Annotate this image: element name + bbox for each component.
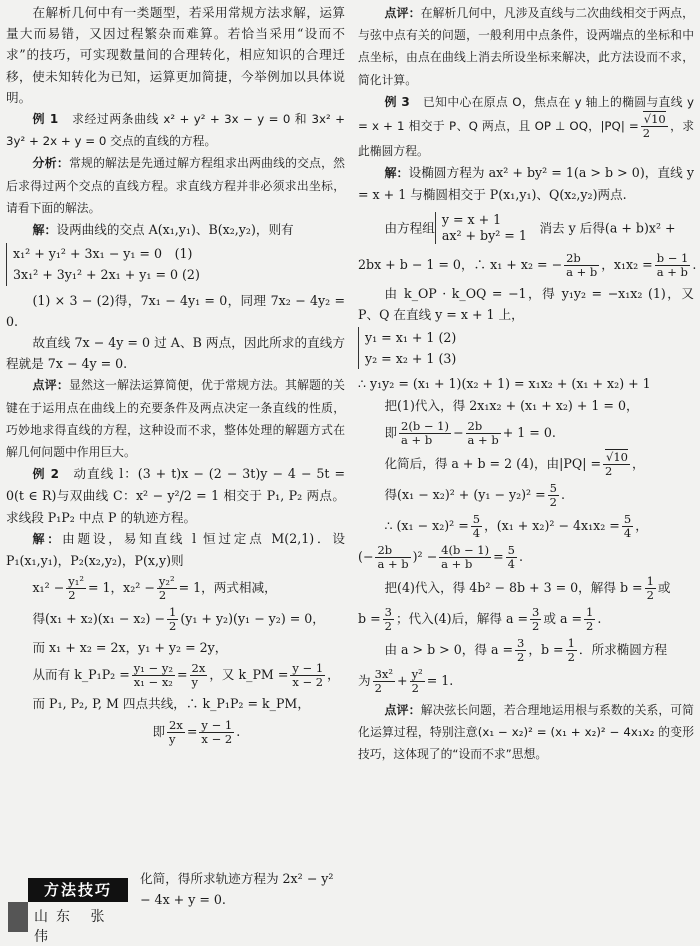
denominator: a + b (467, 432, 499, 447)
fraction (548, 482, 559, 509)
numerator: 2b (375, 544, 410, 558)
numerator: 5 (507, 542, 515, 557)
numerator: 2x (169, 717, 183, 732)
s3-line-7: 得(x₁ − x₂)² + (y₁ − y₂)² = $\frac{5}{2}$ . (384, 480, 566, 509)
fraction (157, 575, 177, 602)
denominator: 2 (586, 618, 594, 633)
numerator: 1 (567, 635, 575, 650)
review-label: 点评： (32, 378, 70, 393)
equation-system-1 (6, 243, 345, 285)
eq-text: 或 a = (543, 610, 583, 626)
denominator: y (169, 731, 176, 746)
review-3-text: 解决弦长问题，若合理地运用根与系数的关系，可简化运算过程，特别注意(x₁ − x₂)² = (x₁ + x₂)² − 4x₁x₂ 的变形技巧，这体现了的“设而不求”思想。 (358, 702, 694, 762)
eq-text: + 1 = 0. (502, 424, 556, 440)
fraction (167, 719, 185, 746)
solution-3-label: 解： (384, 166, 409, 181)
eq-text: 由方程组 (384, 220, 435, 236)
s2-equation-6: 即 $\frac{2x}{y}$ = $\frac{y - 1}{x - 2}$ . (152, 717, 241, 746)
denominator: 4 (507, 556, 515, 571)
fraction (199, 719, 234, 746)
solution-text: 设两曲线的交点 A(x₁,y₁)、B(x₂,y₂)，则有 (56, 222, 294, 238)
example-3-tail: ，求此椭圆方程。 (358, 119, 694, 159)
solution-label: 解： (32, 223, 57, 238)
denominator: 2 (158, 588, 167, 603)
denominator: 2 (68, 588, 76, 603)
numerator: y₂² (158, 574, 175, 589)
left-column (6, 2, 345, 937)
numerator: 2(b − 1) (401, 418, 449, 433)
numerator: 2x (191, 661, 206, 676)
right-column (358, 2, 697, 937)
solution-2 (6, 528, 345, 571)
fraction (471, 513, 482, 540)
denominator: a + b (401, 432, 433, 447)
denominator: 2 (605, 463, 613, 478)
eq-text: = (493, 548, 504, 564)
fraction (167, 606, 178, 633)
eq-text: ，x₁x₂ = (601, 256, 653, 272)
solution-2-label: 解： (32, 531, 63, 546)
eq-text: 消去 y 后得(a + b)x² + (539, 220, 676, 236)
eq-text: ，b = (528, 641, 564, 657)
example-3-text: 已知中心在原点 O，焦点在 y 轴上的椭圆与直线 y = x + 1 相交于 P、Q 两点，且 OP ⊥ OQ，|PQ| = (358, 94, 695, 134)
s3-line-5: 即 $\frac{2(b - 1)}{a + b}$ − $\frac{2b}{a + b}$ + 1 = 0. (384, 418, 556, 447)
example-2-label: 例 2 (32, 467, 59, 482)
numerator: 3 (384, 604, 392, 619)
example-1 (6, 108, 345, 152)
denominator: 2 (374, 680, 382, 695)
example-3 (358, 91, 694, 162)
system-eq-1: x₁² + y₁² + 3x₁ − y₁ = 0 (1) (13, 246, 193, 262)
denominator: 2 (384, 618, 392, 633)
denominator: 4 (623, 525, 632, 540)
example-3-label: 例 3 (384, 94, 410, 109)
numerator (641, 113, 668, 127)
numerator: y² (411, 666, 423, 681)
denominator: x − 2 (292, 675, 324, 690)
fraction (566, 637, 577, 664)
denominator: 2 (517, 649, 525, 664)
eq-text: = 1，x₂² − (87, 580, 155, 596)
eq-text: 由 a > b > 0，得 a = (384, 641, 514, 657)
fraction (373, 668, 395, 695)
example-1-label: 例 1 (32, 112, 59, 127)
review-2-text: 在解析几何中，凡涉及直线与二次曲线相交于两点，与弦中点有关的问题，一般利用中点条件，设两端点的坐标和中点坐标，由点在曲线上消去所设坐标来解决，此方法设而不求，简化计算。 (358, 6, 694, 87)
fraction (506, 544, 517, 571)
numerator: 5 (472, 511, 481, 526)
analysis-text: 常规的解法是先通过解方程组求出两曲线的交点，然后求得过两个交点的直线方程。求直线方程并非必须求出坐标，请看下面的解法。 (6, 156, 345, 215)
denominator: 2 (646, 587, 654, 602)
eq-text: 得(x₁ + x₂)(x₁ − x₂) − (32, 611, 165, 627)
numerator: y₁ − y₂ (133, 661, 173, 676)
denominator: 2 (567, 649, 575, 664)
numerator: b − 1 (656, 250, 689, 265)
fraction (622, 513, 633, 540)
denominator: a + b (377, 556, 409, 571)
numerator: 1 (586, 604, 594, 619)
eq-text: ．所求椭圆方程 (578, 641, 668, 657)
numerator: y − 1 (201, 717, 233, 732)
s2-equation-7: 化简，得所求轨迹方程为 2x² − y² − 4x + y = 0. (140, 871, 334, 907)
s2-equation-3: 而 x₁ + x₂ = 2x，y₁ + y₂ = 2y， (32, 640, 228, 656)
eq-text: (− (358, 548, 374, 564)
fraction (410, 668, 425, 695)
analysis-label: 分析： (32, 156, 70, 171)
fraction (132, 662, 175, 689)
numerator: 4(b − 1) (441, 542, 490, 557)
step-1: (1) × 3 − (2)得，7x₁ − 4y₁ = 0，同理 7x₂ − 4y₂ = 0. (6, 292, 345, 329)
s3-line-12 (358, 637, 694, 664)
s3-line-3: 由 k_OP · k_OQ = −1，得 y₁y₂ = −x₁x₂ (1)，又 P、Q 在直线 y = x + 1 上， (358, 285, 694, 322)
eq-text: 为 (358, 672, 371, 688)
example-1-text: 求经过两条曲线 x² + y² + 3x − y = 0 和 3x² + 3y² + 2x + y = 0 交点的直线的方程。 (6, 112, 345, 149)
numerator: 5 (623, 511, 632, 526)
numerator: 2b (564, 252, 599, 266)
eq-text: ；代入(4)后，解得 a = (395, 610, 529, 626)
s3-line-13: 为 $\frac{\text{3x²}}{2}$ + $\frac{\text{y²}}{2}$ = 1. (358, 666, 454, 695)
review-2 (358, 2, 694, 91)
numerator: 1 (168, 605, 177, 620)
s3-line-10 (358, 575, 694, 602)
review-1 (6, 374, 345, 463)
numerator: 1 (646, 573, 654, 588)
denominator: a + b (656, 264, 688, 279)
method-skill-badge: 方法技巧 (28, 878, 128, 902)
s2-equation-2 (6, 606, 345, 633)
s3-system-result: ∴ y₁y₂ = (x₁ + 1)(x₂ + 1) = x₁x₂ + (x₁ + x₂) + 1 (358, 376, 651, 392)
review-text: 显然这一解法运算简便，优于常规方法。其解题的关键在于运用点在曲线上的充要条件及两点决定一条直线的性质，巧妙地求得直线的方程，这种设而不求，整体处理的解题方式在解几何问题中作用巨大。 (6, 378, 345, 460)
step-1b: 故直线 7x − 4y = 0 过 A、B 两点，因此所求的直线方程就是 7x − 4y = 0. (6, 335, 345, 372)
eq-text: 把(4)代入，得 4b² − 8b + 3 = 0，解得 b = (384, 579, 643, 595)
equation-system-3 (435, 212, 527, 244)
eq-text: 即 (152, 723, 166, 739)
s3-line-6: 化简后，得 a + b = 2 (4)，由|PQ| = $\frac{√10}{2}$ ， (384, 449, 645, 478)
system-eq: y₁ = x₁ + 1 (2) (365, 330, 457, 346)
fraction (190, 662, 208, 689)
fraction (383, 606, 394, 633)
fraction (515, 637, 526, 664)
equation-system-4 (358, 327, 694, 369)
review-3-label: 点评： (384, 702, 421, 717)
solution-1 (6, 219, 345, 241)
eq-text: 化简后，得 a + b = 2 (4)，由|PQ| = (384, 455, 601, 471)
fraction (641, 113, 668, 140)
fraction (66, 575, 86, 602)
denominator: 2 (411, 680, 419, 695)
fraction (439, 544, 491, 571)
s3-line-9: (− $\frac{2b}{a + b}$ )² − $\frac{4(b - 1)}{a + b}$ = $\frac{5}{4}$ . (358, 542, 523, 571)
eq-text: = 1. (426, 672, 454, 688)
eq-text: 2bx + b − 1 = 0，∴ x₁ + x₂ = − (358, 256, 563, 272)
trajectory-result (140, 868, 346, 910)
eq-text: 即 (384, 424, 398, 440)
eq-text: b = (358, 610, 381, 626)
fraction (603, 451, 630, 478)
denominator: 4 (472, 525, 481, 540)
denominator: a + b (441, 556, 473, 571)
denominator: x₁ − x₂ (133, 675, 173, 690)
eq-text: (y₁ + y₂)(y₁ − y₂) = 0， (180, 611, 325, 627)
eq-text: x₁² − (32, 580, 65, 596)
system-eq: y = x + 1 (441, 211, 502, 227)
fraction (645, 575, 656, 602)
badge-decoration (8, 902, 28, 932)
sqrt-10: √10 (606, 449, 628, 464)
s2-equation-1 (6, 575, 345, 602)
s2-equation-4: 从而有 k_P₁P₂ = $\frac{\text{y₁ − y₂}}{\text{x₁ − x₂}}$ = $\frac{2x}{y}$ ，又 k_PM = $\frac{y - 1}{x - 2}$ ， (32, 661, 340, 690)
numerator: 3 (517, 635, 525, 650)
denominator: a + b (566, 264, 598, 279)
denominator: 2 (168, 619, 177, 634)
s3-line-11: b = $\frac{3}{2}$ ；代入(4)后，解得 a = $\frac{3}{2}$ 或 a = $\frac{1}{2}$ . (358, 604, 602, 633)
solution-3 (358, 162, 694, 205)
solution-3-text: 设椭圆方程为 ax² + by² = 1(a > b > 0)，直线 y = x + 1 与椭圆相交于 P(x₁,y₁)、Q(x₂,y₂)两点. (358, 165, 694, 203)
eq-text: 从而有 k_P₁P₂ = (32, 667, 130, 683)
solution-2-text: 由题设，易知直线 l 恒过定点 M(2,1)．设 P₁(x₁,y₁)，P₂(x₂,y₂)，P(x,y)则 (6, 530, 345, 569)
fraction (399, 420, 451, 447)
fraction (530, 606, 541, 633)
fraction (655, 252, 691, 279)
s2-equation-5: 而 P₁, P₂, P, M 四点共线，∴ k_P₁P₂ = k_PM， (32, 696, 310, 712)
denominator: 2 (532, 618, 540, 633)
eq-text: )² − (412, 548, 438, 564)
numerator: 3x² (374, 666, 394, 681)
s3-line-2: 2bx + b − 1 = 0，∴ x₁ + x₂ = − $\frac{2b}{a + b}$ ，x₁x₂ = $\frac{b - 1}{a + b}$ . (358, 250, 697, 279)
example-2 (6, 463, 345, 528)
review-3 (358, 699, 694, 766)
fraction (290, 662, 325, 689)
numerator: y − 1 (292, 661, 324, 676)
fraction (375, 544, 410, 571)
system-eq-2: 3x₁² + 3y₁² + 2x₁ + y₁ = 0 (2) (13, 267, 200, 283)
eq-text: ，(x₁ + x₂)² − 4x₁x₂ = (484, 517, 620, 533)
eq-text: ∴ (x₁ − x₂)² = (384, 517, 469, 533)
s3-line-8: ∴ (x₁ − x₂)² = $\frac{5}{4}$ ，(x₁ + x₂)² − 4x₁x₂ = $\frac{5}{4}$ ， (384, 511, 648, 540)
numerator: y₁² (68, 574, 84, 589)
section-footer (8, 878, 133, 945)
review-2-label: 点评： (384, 6, 421, 20)
numerator: 3 (532, 604, 540, 619)
eq-text: 或 (657, 579, 671, 595)
numerator: 5 (549, 480, 557, 495)
fraction (564, 252, 599, 279)
fraction (466, 420, 501, 447)
fraction (584, 606, 595, 633)
eq-text: = 1，两式相减， (178, 580, 277, 596)
system-eq: ax² + by² = 1 (441, 227, 527, 243)
analysis-1 (6, 152, 345, 219)
denominator: x − 2 (201, 731, 233, 746)
denominator: 2 (642, 126, 651, 141)
s3-line-4: 把(1)代入，得 2x₁x₂ + (x₁ + x₂) + 1 = 0， (384, 397, 639, 413)
example-2-text: 动直线 l：(3 + t)x − (2 − 3t)y − 4 − 5t = 0(t ∈ R)与双曲线 C：x² − y²/2 = 1 相交于 P₁, P₂ 两点。求线段 P₁P₂ 中点 P 的轨迹方程。 (6, 466, 346, 525)
intro-paragraph: 在解析几何中有一类题型，若采用常规方法求解，运算量大而易错，又因过程繁杂而难算。若恰当采用“设而不求”的技巧，可实现数量间的合理转化，相应知识的合理迁移，使未知转化为已知，运算更加简捷，今举例加以具体说明。 (6, 5, 345, 105)
numerator: 2b (466, 420, 501, 434)
author-name: 山东 张 伟 (34, 909, 113, 945)
denominator: y (191, 675, 199, 690)
sqrt-10: √10 (643, 112, 666, 127)
system-eq: y₂ = x₂ + 1 (3) (365, 351, 457, 367)
denominator: 2 (549, 494, 557, 509)
eq-text: ，又 k_PM = (209, 667, 289, 683)
s3-system (358, 210, 694, 248)
numerator (603, 451, 630, 465)
eq-text: 得(x₁ − x₂)² + (y₁ − y₂)² = (384, 486, 546, 502)
